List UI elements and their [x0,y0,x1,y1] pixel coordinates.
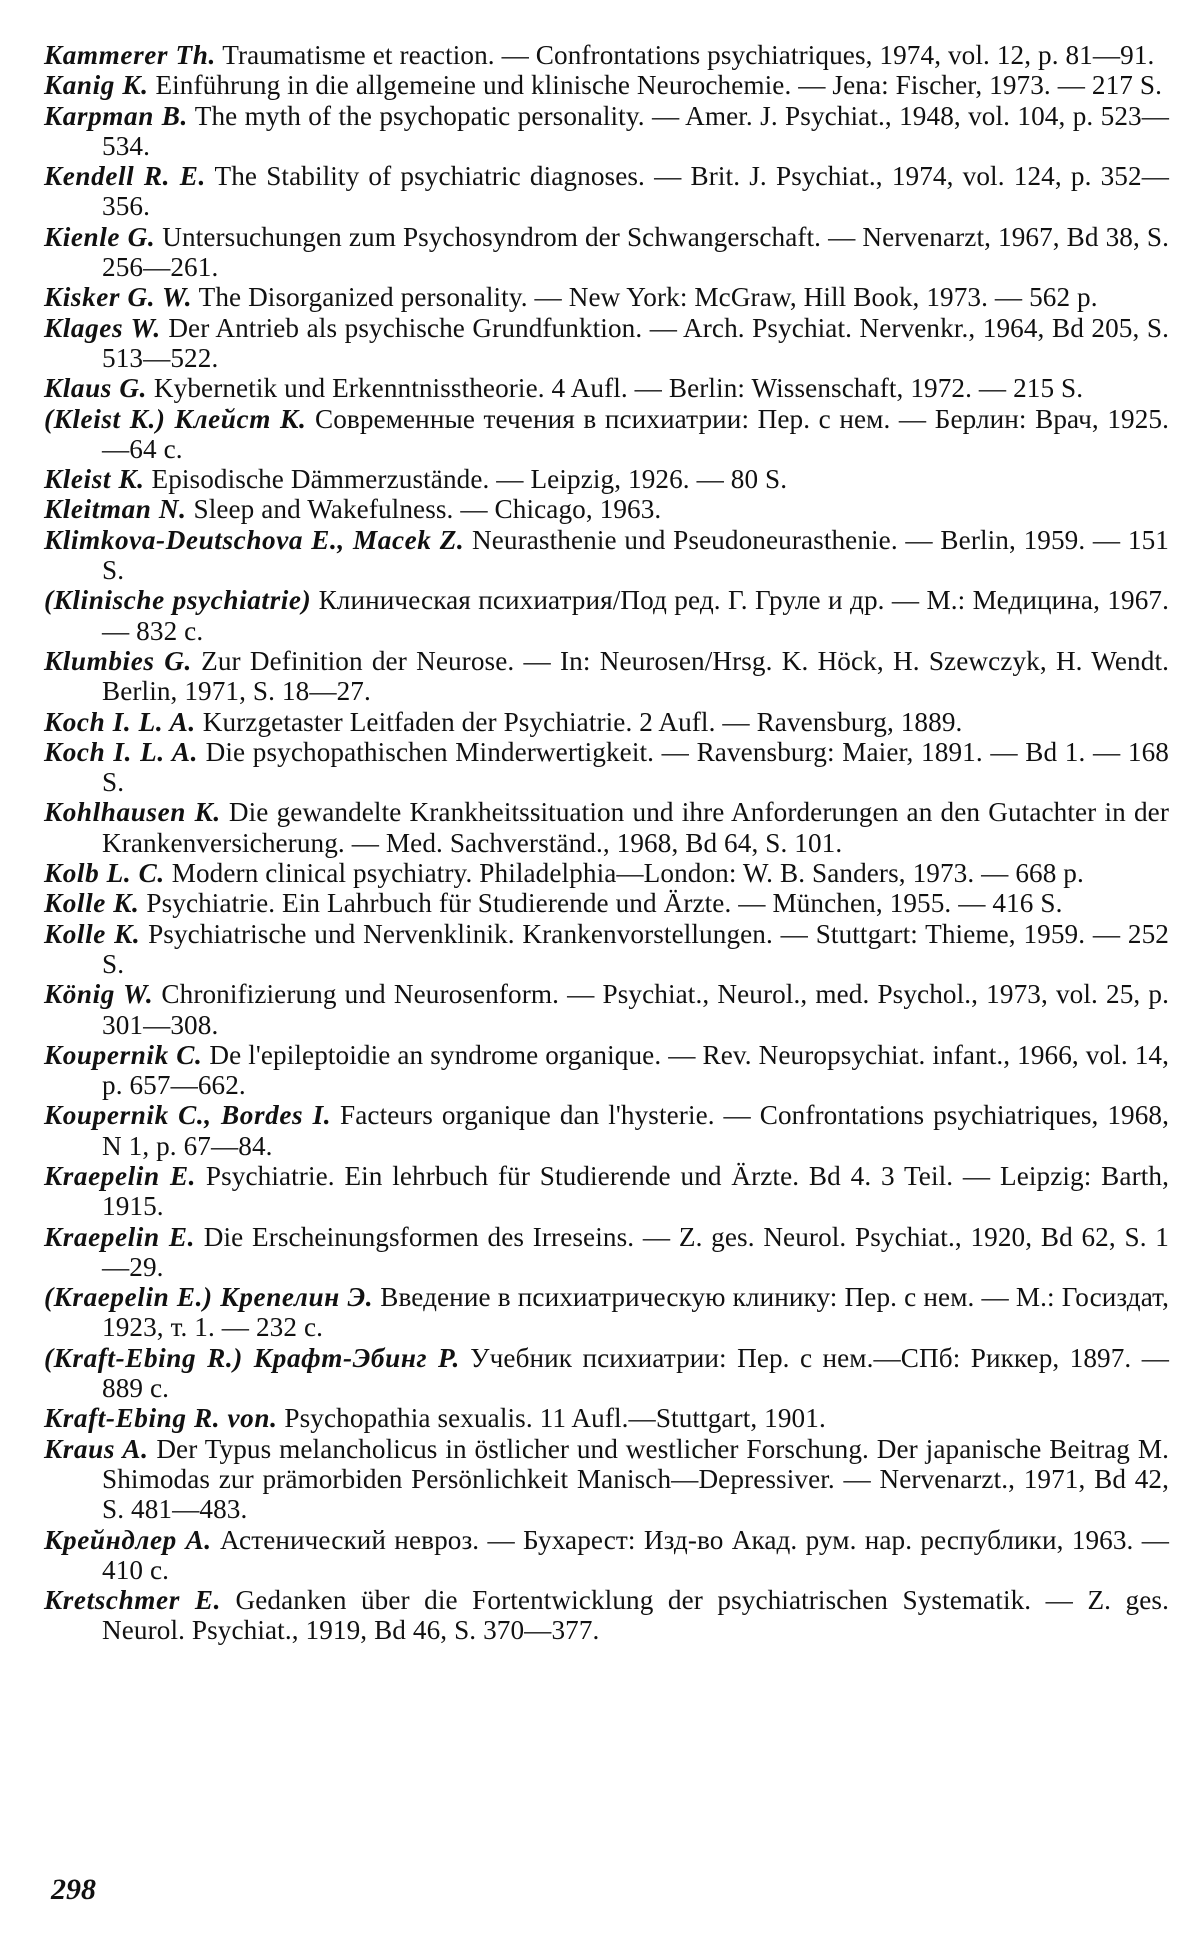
bibliography-entry [44,797,1169,858]
entry-text: The Stability of psychiatric diagnoses. — Brit. J. Psychiat., 1974, vol. 124, p. 352—356. [102,161,1169,222]
bibliography-page [44,40,1169,1646]
entry-author: Kretschmer E. [44,1585,222,1616]
bibliography-entry [44,1525,1169,1586]
bibliography-entry [44,494,1169,524]
bibliography-entry [44,282,1169,312]
entry-author: Kammerer Th. [44,40,216,70]
entry-author: (Kraepelin E.) Крепелин Э. [44,1282,374,1313]
entry-text: Учебник психиатрии: Пер. с нем.—СПб: Риккер, 1897. — 889 с. [102,1342,1169,1404]
bibliography-entry [44,70,1169,100]
entry-author: König W. [44,979,154,1010]
entry-author: Kolle K. [44,888,140,919]
bibliography-entry [44,161,1169,222]
bibliography-entry [44,1403,1169,1433]
bibliography-entry [44,40,1169,70]
entry-author: Крейндлер А. [44,1524,212,1555]
bibliography-entry [44,525,1169,586]
bibliography-entry [44,313,1169,374]
entry-author: Kolb L. C. [44,858,165,889]
bibliography-entry [44,1585,1169,1646]
entry-text: Untersuchungen zum Psychosyndrom der Schwangerschaft. — Nervenarzt, 1967, Bd 38, S. 256—261. [102,221,1170,283]
entry-author: Klaus G. [44,373,148,404]
entry-text: Sleep and Wakefulness. — Chicago, 1963. [193,494,662,525]
entry-author: Klages W. [44,312,161,343]
page-number: 298 [51,1873,96,1906]
bibliography-entry [44,1434,1169,1525]
entry-text: De l'epileptoidie an syndrome organique. — Rev. Neuropsychiat. infant., 1966, vol. 14, p. 657—662. [102,1039,1169,1101]
entry-author: Koupernik C. [44,1039,203,1070]
entry-author: Koch I. L. A. [44,736,198,767]
bibliography-entry [44,888,1169,918]
bibliography-entry [44,919,1169,980]
entry-text: The Disorganized personality. — New York: McGraw, Hill Book, 1973. — 562 p. [198,282,1098,313]
entry-text: The myth of the psychopatic personality. — Amer. J. Psychiat., 1948, vol. 104, p. 523—534. [102,100,1169,161]
entry-text: Die gewandelte Krankheitssituation und ihre Anforderungen an den Gutachter in der Krankenversicherung. — Med. Sachverständ., 1968, Bd 64, S. 101. [102,797,1169,858]
entry-text: Der Antrieb als psychische Grundfunktion. — Arch. Psychiat. Nervenkr., 1964, Bd 205, S. 513—522. [102,312,1169,373]
entry-text: Die psychopathischen Minderwertigkeit. — Ravensburg: Maier, 1891. — Bd 1. — 168 S. [102,736,1170,798]
entry-author: Kanig K. [44,70,149,101]
entry-text: Современные течения в психиатрии: Пер. с нем. — Берлин: Врач, 1925.—64 с. [102,403,1169,464]
entry-author: (Kraft-Ebing R.) Крафт-Эбинг Р. [44,1342,460,1373]
entry-text: Psychiatrie. Ein Lahrbuch für Studierende und Ärzte. — München, 1955. — 416 S. [146,888,1063,919]
entry-text: Facteurs organique dan l'hysterie. — Confrontations psychiatriques, 1968, N 1, p. 67—84. [102,1100,1169,1161]
bibliography-entry [44,101,1169,162]
entry-text: Zur Definition der Neurose. — In: Neurosen/Hrsg. K. Höck, H. Szewczyk, H. Wendt. Berlin, 1971, S. 18—27. [102,645,1169,707]
entry-author: Karpman B. [44,100,188,131]
entry-author: Klimkova-Deutschova E., Macek Z. [44,524,465,555]
entry-author: Kendell R. E. [44,161,206,192]
entry-text: Gedanken über die Fortentwicklung der psychiatrischen Systematik. — Z. ges. Neurol. Psychiat., 1919, Bd 46, S. 370—377. [102,1585,1169,1646]
entry-text: Kybernetik und Erkenntnisstheorie. 4 Aufl. — Berlin: Wissenschaft, 1972. — 215 S. [153,373,1084,404]
entry-text: Modern clinical psychiatry. Philadelphia—London: W. B. Sanders, 1973. — 668 p. [171,858,1084,889]
entry-text: Kurzgetaster Leitfaden der Psychiatrie. 2 Aufl. — Ravensburg, 1889. [202,706,963,737]
bibliography-entry [44,404,1169,465]
entry-text: Psychopathia sexualis. 11 Aufl.—Stuttgart, 1901. [284,1403,826,1434]
entry-text: Der Typus melancholicus in östlicher und westlicher Forschung. Der japanische Beitrag M. Shimodas zur prämorbiden Persönlichkeit Manisch—Depressiver. — Nervenarzt., 1971, Bd 42, S. 481—483. [102,1433,1169,1525]
entry-text: Psychiatrische und Nervenklinik. Krankenvorstellungen. — Stuttgart: Thieme, 1959. — 252 S. [102,918,1169,979]
entry-author: Kraus A. [44,1433,149,1464]
entry-text: Episodische Dämmerzustände. — Leipzig, 1926. — 80 S. [151,464,788,495]
entry-text: Chronifizierung und Neurosenform. — Psychiat., Neurol., med. Psychol., 1973, vol. 25, p. 301—308. [102,979,1169,1040]
entry-text: Psychiatrie. Ein lehrbuch für Studierende und Ärzte. Bd 4. 3 Teil. — Leipzig: Barth, 1915. [102,1160,1169,1222]
entry-text: Einführung in die allgemeine und klinische Neurochemie. — Jena: Fischer, 1973. — 217 S. [155,70,1162,101]
bibliography-entry [44,222,1169,283]
entry-author: Kraft-Ebing R. von. [44,1403,278,1434]
entry-author: Kohlhausen K. [44,797,221,828]
entry-text: Die Erscheinungsformen des Irreseins. — Z. ges. Neurol. Psychiat., 1920, Bd 62, S. 1—29. [102,1221,1169,1282]
entry-author: Koupernik C., Bordes I. [44,1100,332,1131]
entry-author: Kisker G. W. [44,282,193,313]
bibliography-entry [44,1282,1169,1343]
entry-author: Kolle K. [44,918,141,949]
entry-author: Klumbies G. [44,645,192,676]
entry-text: Астенический невроз. — Бухарест: Изд-во Акад. рум. нар. республики, 1963. — 410 с. [102,1524,1169,1585]
bibliography-entry [44,858,1169,888]
entry-author: Kraepelin E. [44,1221,196,1252]
entry-text: Введение в психиатрическую клинику: Пер. с нем. — М.: Госиздат, 1923, т. 1. — 232 с. [102,1282,1169,1343]
entry-author: (Kleist K.) Клейст К. [44,403,307,434]
entry-author: Koch I. L. A. [44,706,196,737]
bibliography-entry [44,1161,1169,1222]
bibliography-entry [44,707,1169,737]
entry-text: Клиническая психиатрия/Под ред. Г. Груле и др. — М.: Медицина, 1967. — 832 с. [102,585,1169,646]
entry-author: (Klinische psychiatrie) [44,585,312,616]
bibliography-entry [44,737,1169,798]
entry-author: Kleitman N. [44,494,187,525]
bibliography-entry [44,464,1169,494]
bibliography-entry [44,373,1169,403]
bibliography-entry [44,1343,1169,1404]
entry-text: Neurasthenie und Pseudoneurasthenie. — Berlin, 1959. — 151 S. [102,524,1169,586]
bibliography-entry [44,646,1169,707]
bibliography-entry [44,585,1169,646]
bibliography-entry [44,1100,1169,1161]
entry-author: Kraepelin E. [44,1160,197,1191]
entry-author: Kleist K. [44,464,145,495]
bibliography-entry [44,1222,1169,1283]
bibliography-entry [44,1040,1169,1101]
entry-author: Kienle G. [44,221,156,252]
entry-text: Traumatisme et reaction. — Confrontations psychiatriques, 1974, vol. 12, p. 81—91. [222,40,1155,70]
bibliography-entry [44,979,1169,1040]
